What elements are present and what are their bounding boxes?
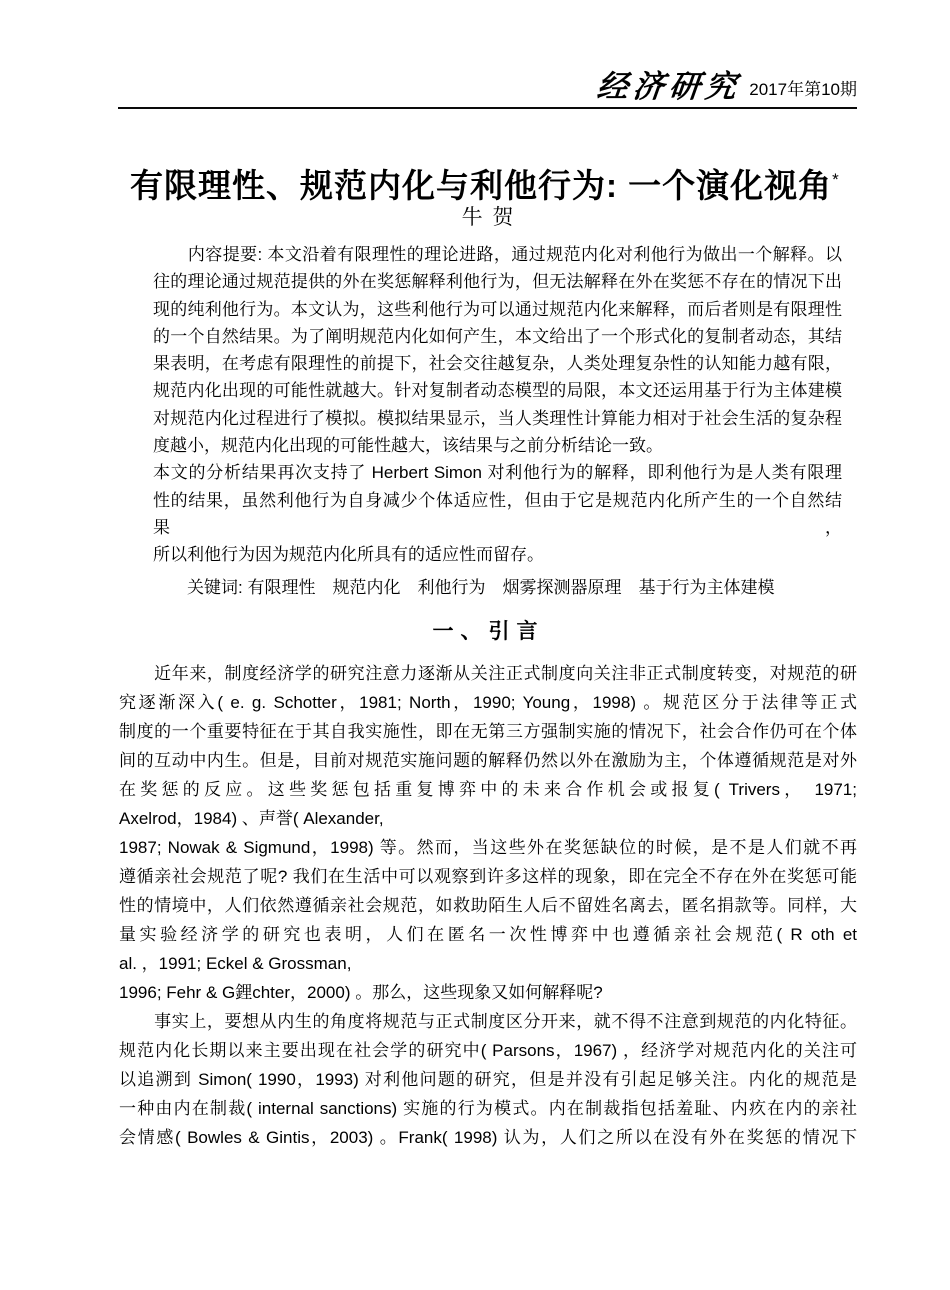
text-line: 制度的一个重要特征在于其自我实施性，即在无第三方强制实施的情况下，社会合作仍可在个体 — [119, 722, 857, 741]
text-line: 事实上，要想从内生的角度将规范与正式制度区分开来，就不得不注意到规范的内化特征。 — [119, 1012, 857, 1031]
text-line: 往的理论通过规范提供的外在奖惩解释利他行为，但无法解释在外在奖惩不存在的情况下出 — [153, 272, 842, 292]
journal-logo-calligraphy: 经济研究 — [595, 69, 744, 105]
journal-header — [118, 70, 857, 109]
body-paragraph-2 — [119, 1007, 857, 1152]
text-line: 遵循亲社会规范了呢? 我们在生活中可以观察到许多这样的现象，即在完全不存在外在奖惩可能 — [119, 867, 857, 886]
text-line: 度越小，规范内化出现的可能性越大，该结果与之前分析结论一致。 — [153, 436, 663, 456]
text-line: 所以利他行为因为规范内化所具有的适应性而留存。 — [153, 545, 544, 565]
paper-title-text: 有限理性、规范内化与利他行为: 一个演化视角 — [130, 167, 833, 205]
text-line: 性的结果，虽然利他行为自身减少个体适应性，但由于它是规范内化所产生的一个自然结果， — [153, 490, 842, 537]
text-line: 规范内化出现的可能性就越大。针对复制者动态模型的局限，本文还运用基于行为主体建模 — [153, 381, 842, 401]
title-footnote-marker: * — [832, 170, 840, 190]
body-paragraph-1 — [119, 659, 857, 1007]
text-line: 1987; Nowak & Sigmund，1998) 等。然而，当这些外在奖惩缺位的时候，是不是人们就不再 — [119, 838, 857, 857]
text-line: 1996; Fehr & G鋰chter，2000) 。那么，这些现象又如何解释呢? — [119, 983, 603, 1002]
text-line: 规范内化长期以来主要出现在社会学的研究中( Parsons，1967) ，经济学对规范内化的关注可 — [119, 1041, 857, 1060]
text-line: 内容提要: 本文沿着有限理性的理论进路，通过规范内化对利他行为做出一个解释。以 — [153, 245, 842, 264]
abstract-paragraph-1 — [153, 241, 842, 459]
text-line: 间的互动中内生。但是，目前对规范实施问题的解释仍然以外在激励为主，个体遵循规范是对外 — [119, 751, 857, 770]
author-name: 牛 贺 — [461, 206, 516, 229]
abstract-paragraph-2 — [153, 459, 842, 568]
abstract-section — [153, 241, 842, 601]
text-line: 究逐渐深入( e. g. Schotter，1981; North，1990; Young，1998) 。规范区分于法律等正式 — [119, 693, 857, 712]
text-line: 对规范内化过程进行了模拟。模拟结果显示，当人类理性计算能力相对于社会生活的复杂程 — [153, 408, 842, 428]
text-line: 果表明，在考虑有限理性的前提下，社会交往越复杂，人类处理复杂性的认知能力越有限， — [153, 354, 842, 374]
text-line: 的一个自然结果。为了阐明规范内化如何产生，本文给出了一个形式化的复制者动态，其结 — [153, 326, 842, 346]
text-line: 会情感( Bowles & Gintis，2003) 。Frank( 1998) 认为，人们之所以在没有外在奖惩的情况下 — [119, 1128, 857, 1147]
keywords-line: 关键词: 有限理性 规范内化 利他行为 烟雾探测器原理 基于行为主体建模 — [153, 577, 775, 597]
text-line: 性的情境中，人们依然遵循亲社会规范，如救助陌生人后不留姓名离去，匿名捐款等。同样，大 — [119, 896, 857, 915]
text-line: 现的纯利他行为。本文认为，这些利他行为可以通过规范内化来解释，而后者则是有限理性 — [153, 299, 842, 319]
text-line: 本文的分析结果再次支持了 Herbert Simon 对利他行为的解释，即利他行为是人类有限理 — [153, 463, 842, 483]
text-line: 在奖惩的反应。这些奖惩包括重复博弈中的未来合作机会或报复( Trivers， 1971; — [119, 780, 857, 799]
text-line: al. ，1991; Eckel & Grossman, — [119, 954, 352, 973]
text-line: 量实验经济学的研究也表明，人们在匿名一次性博弈中也遵循亲社会规范( R oth et — [119, 925, 857, 944]
text-line: 以追溯到 Simon( 1990，1993) 对利他问题的研究，但是并没有引起足够关注。内化的规范是 — [119, 1070, 857, 1089]
issue-label: 2017年第10期 — [749, 80, 857, 99]
text-line: 一种由内在制裁( internal sanctions) 实施的行为模式。内在制裁指包括羞耻、内疚在内的亲社 — [119, 1099, 857, 1118]
section-heading-introduction: 一、引言 — [432, 620, 545, 643]
body-section — [119, 659, 857, 1152]
text-line: 近年来，制度经济学的研究注意力逐渐从关注正式制度向关注非正式制度转变，对规范的研 — [119, 664, 857, 683]
text-line: Axelrod，1984) 、声誉( Alexander, — [119, 809, 384, 828]
